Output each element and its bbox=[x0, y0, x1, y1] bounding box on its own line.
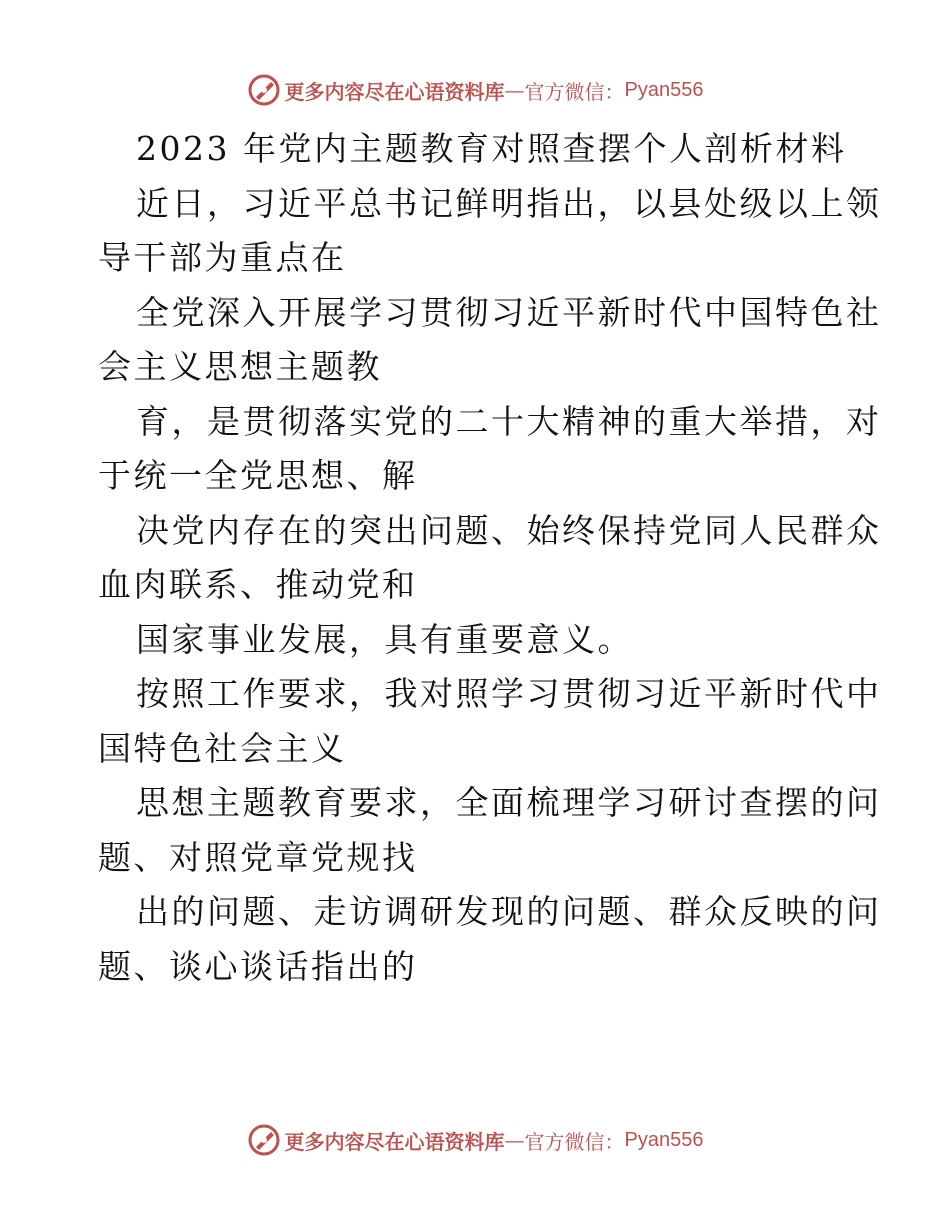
header-watermark bbox=[0, 70, 950, 110]
text-line: 出的问题、走访调研发现的问题、群众反映的问 bbox=[136, 892, 882, 931]
watermark-main-text: 更多内容尽在心语资料库 bbox=[284, 1129, 505, 1154]
text-line: 于统一全党思想、解 bbox=[98, 456, 418, 495]
text-line: 题、谈心谈话指出的 bbox=[98, 946, 418, 986]
watermark-wechat-id: Pyan556 bbox=[624, 78, 704, 101]
text-line: 血肉联系、推动党和 bbox=[98, 565, 418, 604]
text-line: 全党深入开展学习贯彻习近平新时代中国特色社 bbox=[136, 292, 882, 332]
document-body bbox=[98, 122, 882, 994]
text-line: 按照工作要求，我对照学习贯彻习近平新时代中 bbox=[136, 674, 882, 713]
logo-icon bbox=[247, 73, 281, 107]
logo-icon bbox=[247, 1123, 281, 1157]
text-line: 国家事业发展，具有重要意义。 bbox=[136, 619, 633, 659]
text-line: 决党内存在的突出问题、始终保持党同人民群众 bbox=[136, 510, 882, 550]
text-line: 国特色社会主义 bbox=[98, 728, 347, 768]
text-line: 题、对照党章党规找 bbox=[98, 837, 418, 877]
text-line: 导干部为重点在 bbox=[98, 238, 347, 277]
text-line: 思想主题教育要求，全面梳理学习研讨查摆的问 bbox=[136, 783, 882, 822]
watermark-wechat-label: 官方微信： bbox=[524, 1129, 625, 1154]
document-title: 2023 年党内主题教育对照查摆个人剖析材料 bbox=[136, 129, 847, 168]
footer-watermark bbox=[0, 1120, 950, 1160]
watermark-separator: — bbox=[504, 78, 525, 102]
watermark-separator: — bbox=[504, 1128, 525, 1152]
text-line: 会主义思想主题教 bbox=[98, 347, 382, 386]
watermark-wechat-id: Pyan556 bbox=[624, 1128, 704, 1151]
watermark-main-text: 更多内容尽在心语资料库 bbox=[284, 79, 505, 104]
text-line: 育，是贯彻落实党的二十大精神的重大举措，对 bbox=[136, 401, 882, 441]
text-line: 近日，习近平总书记鲜明指出，以县处级以上领 bbox=[136, 183, 882, 223]
watermark-wechat-label: 官方微信： bbox=[524, 79, 625, 104]
